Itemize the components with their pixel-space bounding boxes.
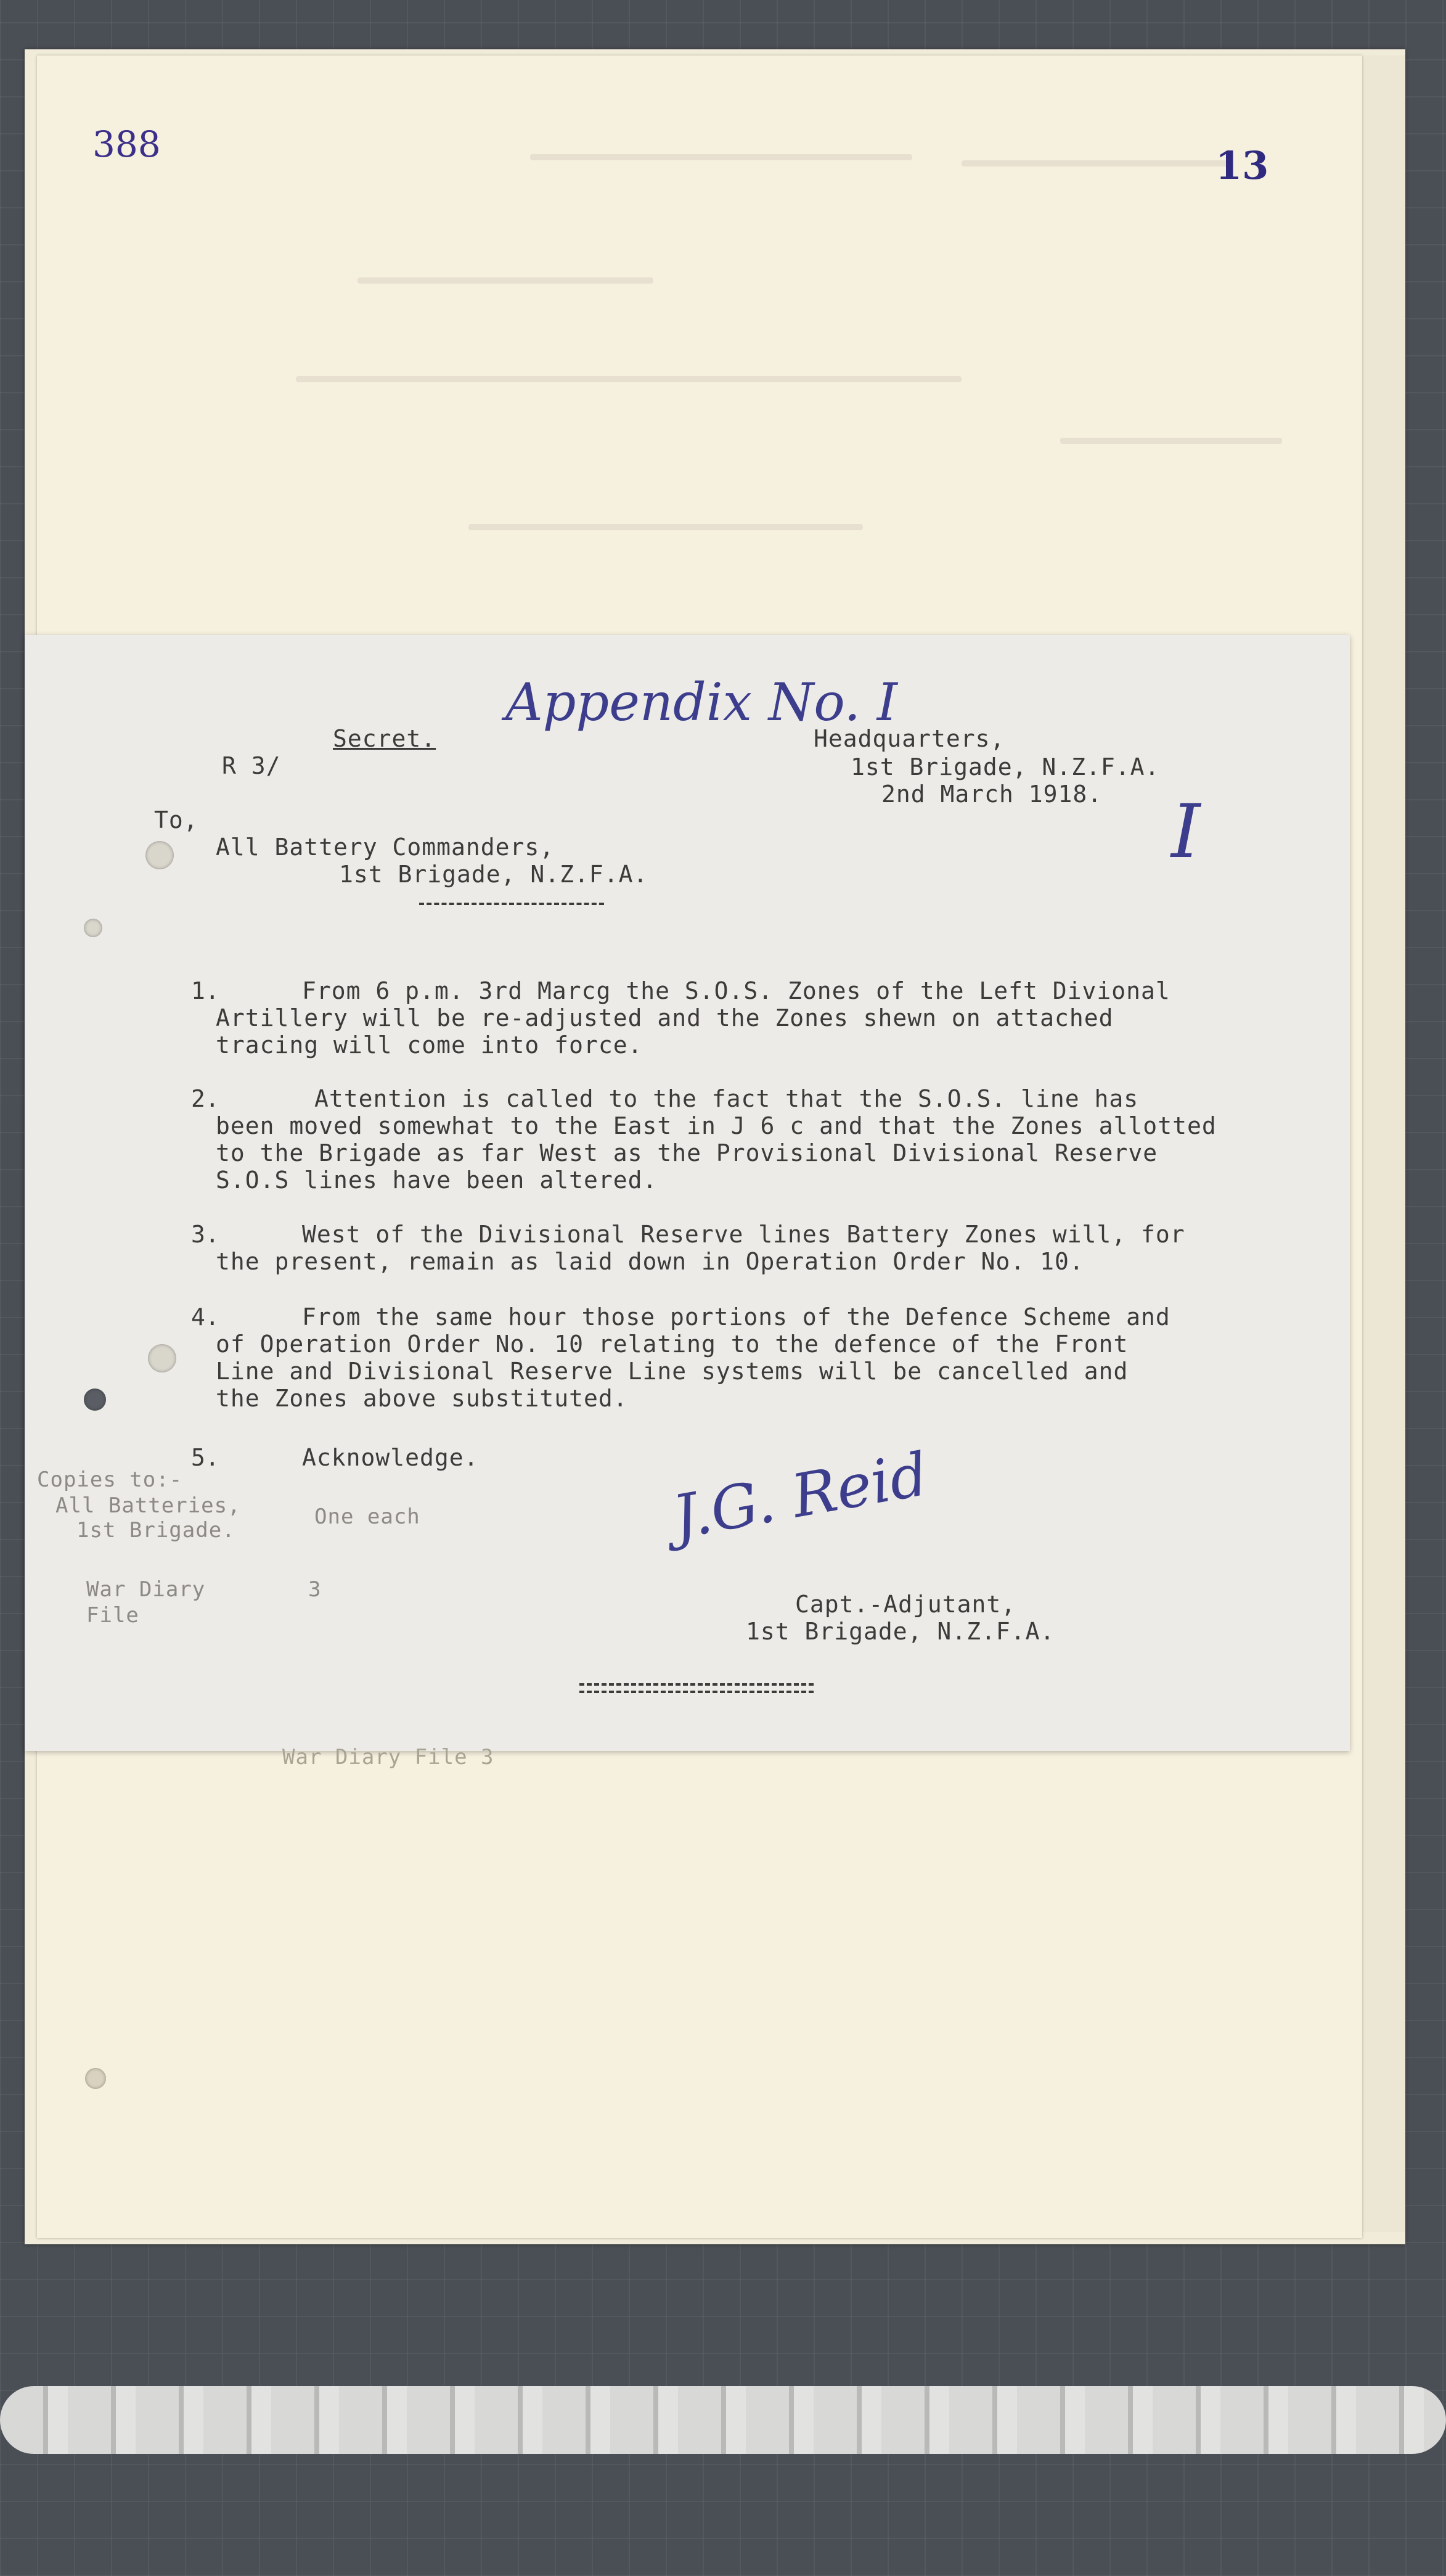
paragraph-number: 1. xyxy=(191,977,219,1004)
paragraph-line: West of the Divisional Reserve lines Battery Zones will, for xyxy=(302,1221,1185,1248)
signer-title: Capt.-Adjutant, xyxy=(795,1591,1016,1618)
paragraph-number: 4. xyxy=(191,1303,219,1331)
sender-date: 2nd March 1918. xyxy=(881,781,1103,808)
folio-number-right: 13 xyxy=(1215,143,1269,188)
sender-line-2: 1st Brigade, N.Z.F.A. xyxy=(851,753,1160,781)
copies-war-diary: War Diary xyxy=(86,1577,206,1602)
paragraph-3 xyxy=(216,1221,1185,1275)
recipient-line-2: 1st Brigade, N.Z.F.A. xyxy=(339,861,648,888)
punch-hole xyxy=(84,1388,106,1411)
paragraph-2 xyxy=(216,1085,1217,1194)
paragraph-line: the Zones above substituted. xyxy=(216,1385,628,1412)
memo-sheet xyxy=(25,635,1350,1751)
punch-hole xyxy=(145,841,174,869)
paragraph-number: 3. xyxy=(191,1221,219,1248)
punch-hole xyxy=(85,2068,106,2089)
back-sheet-note: War Diary File 3 xyxy=(282,1745,494,1770)
paragraph-line: to the Brigade as far West as the Provisional Divisional Reserve xyxy=(216,1139,1158,1167)
copies-each: One each xyxy=(314,1504,420,1529)
copies-file: File xyxy=(86,1603,139,1628)
copies-line: All Batteries, xyxy=(55,1493,241,1518)
sender-line-1: Headquarters, xyxy=(814,725,1005,752)
reference-number: R 3/ xyxy=(222,752,281,779)
closing-rule xyxy=(579,1683,814,1686)
punch-hole xyxy=(148,1344,176,1372)
paragraph-number: 5. xyxy=(191,1444,219,1471)
paragraph-1 xyxy=(216,977,1170,1059)
recipient-underline xyxy=(419,903,604,905)
appendix-annotation: Appendix No. I xyxy=(505,672,897,732)
signer-unit: 1st Brigade, N.Z.F.A. xyxy=(746,1618,1055,1645)
paragraph-line: been moved somewhat to the East in J 6 c and that the Zones allotted xyxy=(216,1112,1217,1139)
punch-hole xyxy=(84,919,102,937)
roman-numeral-mark: I xyxy=(1171,789,1201,875)
archive-cord xyxy=(0,2386,1446,2454)
copies-line: 1st Brigade. xyxy=(76,1518,235,1543)
paragraph-line: the present, remain as laid down in Operation Order No. 10. xyxy=(216,1248,1084,1275)
signature: J.G. Reid xyxy=(668,1439,933,1553)
closing-rule xyxy=(579,1691,814,1693)
paragraph-4 xyxy=(216,1303,1170,1412)
paragraph-number: 2. xyxy=(191,1085,219,1112)
folio-number-left: 388 xyxy=(92,123,161,165)
classification: Secret. xyxy=(333,725,436,752)
copies-label: Copies to:- xyxy=(37,1467,183,1492)
paragraph-5 xyxy=(216,1444,479,1471)
paragraph-line: S.O.S lines have been altered. xyxy=(216,1167,658,1194)
paragraph-line: tracing will come into force. xyxy=(216,1032,643,1059)
copies-count: 3 xyxy=(308,1577,322,1602)
paragraph-line: Attention is called to the fact that the S.O.S. line has xyxy=(314,1085,1139,1112)
paragraph-line: Line and Divisional Reserve Line systems will be cancelled and xyxy=(216,1358,1129,1385)
paragraph-line: Acknowledge. xyxy=(302,1444,479,1471)
paragraph-line: of Operation Order No. 10 relating to the defence of the Front xyxy=(216,1331,1129,1358)
to-label: To, xyxy=(154,806,198,834)
recipient-line-1: All Battery Commanders, xyxy=(216,834,555,861)
paragraph-line: Artillery will be re-adjusted and the Zones shewn on attached xyxy=(216,1004,1114,1032)
paragraph-line: From the same hour those portions of the Defence Scheme and xyxy=(302,1303,1170,1331)
paragraph-line: From 6 p.m. 3rd Marcg the S.O.S. Zones of the Left Divional xyxy=(302,977,1170,1004)
